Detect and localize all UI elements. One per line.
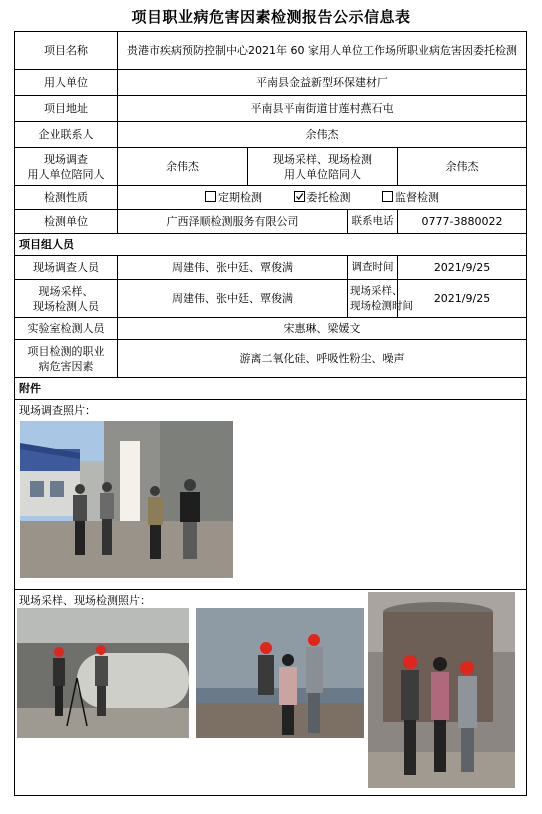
label-survey-time: 调查时间 <box>348 256 398 280</box>
label-unit: 检测单位 <box>15 210 118 234</box>
label-project-name: 项目名称 <box>15 32 118 70</box>
value-address: 平南县平南街道甘莲村燕石屯 <box>118 96 527 122</box>
row-nature <box>15 186 527 210</box>
row-attachments-heading <box>15 378 527 400</box>
value-sampling-time: 2021/9/25 <box>398 280 527 318</box>
option-periodic[interactable] <box>205 191 266 204</box>
option-entrusted-label: 委托检测 <box>306 191 351 204</box>
row-survey-companion <box>15 148 527 186</box>
label-sampling-time <box>348 280 413 318</box>
row-hazards <box>15 340 527 378</box>
checkbox-entrusted[interactable] <box>294 191 305 202</box>
value-survey-companion: 余伟杰 <box>118 148 248 186</box>
label-address: 项目地址 <box>15 96 118 122</box>
option-periodic-label: 定期检测 <box>218 191 263 204</box>
sampling-photo-1 <box>17 608 189 738</box>
value-contact: 余伟杰 <box>118 122 527 148</box>
label-sampling-line1: 现场采样、现场检测 <box>273 152 372 166</box>
label-hazards-line1: 项目检测的职业 <box>27 344 105 358</box>
nature-options <box>118 186 527 210</box>
label-sampling-staff-line2: 现场检测人员 <box>33 299 99 313</box>
label-hazards <box>15 340 118 378</box>
label-phone: 联系电话 <box>348 210 398 234</box>
label-sampling-time-line2: 现场检测时间 <box>350 299 413 312</box>
value-sampling-companion: 余伟杰 <box>398 148 527 186</box>
value-phone: 0777-3880022 <box>398 210 527 234</box>
option-entrusted[interactable] <box>294 191 355 204</box>
section-team: 项目组人员 <box>15 234 527 256</box>
page-title: 项目职业病危害因素检测报告公示信息表 <box>131 8 411 26</box>
value-employer: 平南县金益新型环保建材厂 <box>118 70 527 96</box>
info-table <box>14 31 527 796</box>
survey-photo-image <box>20 421 233 578</box>
survey-photo <box>20 421 233 578</box>
label-employer: 用人单位 <box>15 70 118 96</box>
label-hazards-line2: 病危害因素 <box>38 359 94 373</box>
option-supervision-label: 监督检测 <box>395 191 440 204</box>
label-sampling-staff <box>15 280 118 318</box>
value-sampling-staff: 周建伟、张中廷、覃俊满 <box>118 280 348 318</box>
sampling-photo-3-image <box>368 592 515 788</box>
label-survey-line1: 现场调查 <box>44 152 88 166</box>
sampling-photos-cell <box>15 590 527 796</box>
label-sampling-line2: 用人单位陪同人 <box>284 167 361 181</box>
row-survey-photos <box>15 400 527 590</box>
row-contact <box>15 122 527 148</box>
section-attachments: 附件 <box>15 378 527 400</box>
row-project-name <box>15 32 527 70</box>
label-contact: 企业联系人 <box>15 122 118 148</box>
row-team-heading <box>15 234 527 256</box>
check-mark-icon <box>295 192 304 201</box>
row-employer <box>15 70 527 96</box>
label-sampling-time-line1: 现场采样、 <box>350 284 403 297</box>
value-lab-staff: 宋惠琳、梁媛文 <box>118 318 527 340</box>
label-survey-staff: 现场调查人员 <box>15 256 118 280</box>
label-survey-companion <box>15 148 118 186</box>
row-sampling-staff <box>15 280 527 318</box>
survey-photos-label: 现场调查照片： <box>19 404 96 417</box>
value-survey-staff: 周建伟、张中廷、覃俊满 <box>118 256 348 280</box>
value-unit: 广西泽顺检测服务有限公司 <box>118 210 348 234</box>
label-survey-line2: 用人单位陪同人 <box>27 167 105 181</box>
row-address <box>15 96 527 122</box>
label-sampling-companion <box>248 148 398 186</box>
row-unit <box>15 210 527 234</box>
value-project-name: 贵港市疾病预防控制中心2021年 60 家用人单位工作场所职业病危害因委托检测 <box>118 32 527 70</box>
row-lab-staff <box>15 318 527 340</box>
value-hazards: 游离二氧化硅、呼吸性粉尘、噪声 <box>118 340 527 378</box>
row-survey-staff <box>15 256 527 280</box>
row-sampling-photos <box>15 590 527 796</box>
sampling-photo-2-image <box>196 608 364 738</box>
sampling-photo-1-image <box>17 608 189 738</box>
label-sampling-staff-line1: 现场采样、 <box>38 284 94 298</box>
label-nature: 检测性质 <box>15 186 118 210</box>
sampling-photos-label: 现场采样、现场检测照片： <box>19 594 151 607</box>
label-lab-staff: 实验室检测人员 <box>15 318 118 340</box>
checkbox-supervision[interactable] <box>382 191 393 202</box>
value-survey-time: 2021/9/25 <box>398 256 527 280</box>
checkbox-periodic[interactable] <box>205 191 216 202</box>
sampling-photo-2 <box>196 608 364 738</box>
sampling-photo-3 <box>368 592 515 788</box>
option-supervision[interactable] <box>382 191 439 204</box>
survey-photos-cell <box>15 400 527 590</box>
